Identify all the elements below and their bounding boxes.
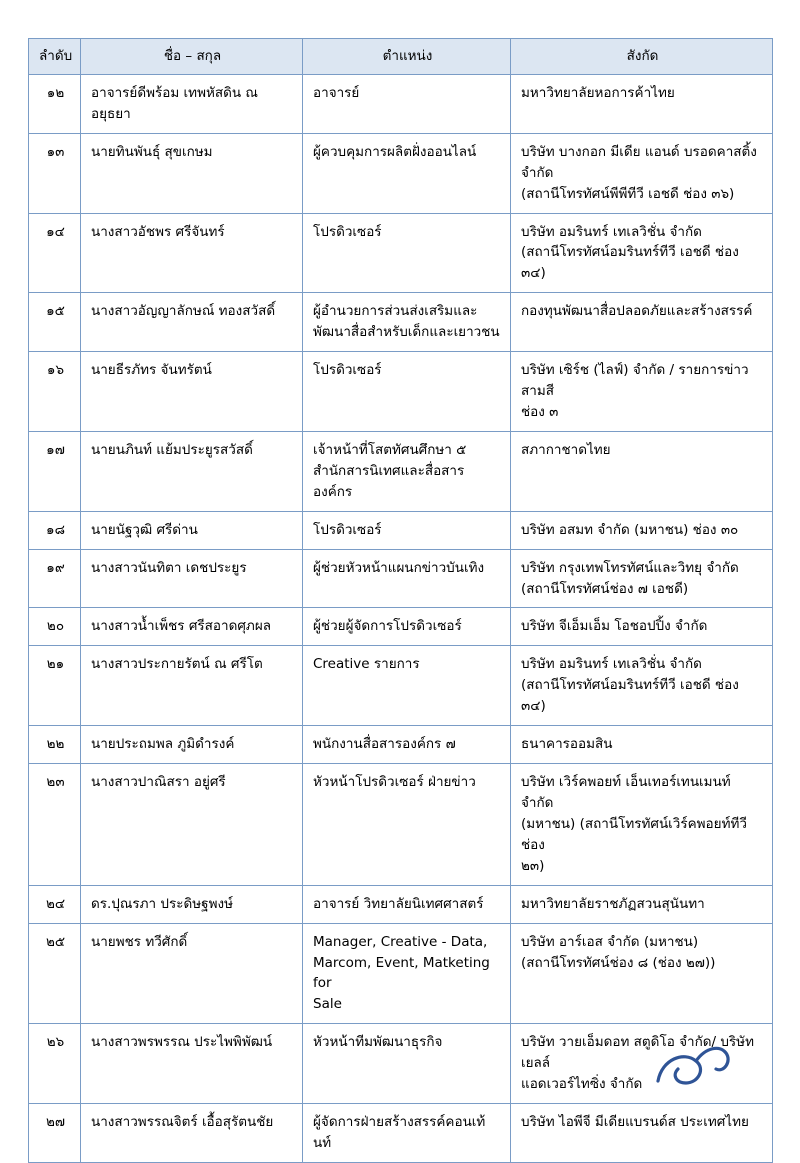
table-row <box>29 608 773 646</box>
cell-organization-line: บริษัท บางกอก มีเดีย แอนด์ บรอดคาสติ้ง จำกัด <box>521 143 757 181</box>
cell-no: ๒๔ <box>29 885 81 923</box>
cell-position-line: ผู้ควบคุมการผลิตฝั่งออนไลน์ <box>313 143 477 160</box>
table-row <box>29 74 773 133</box>
column-header-no: ลำดับ <box>29 39 81 75</box>
cell-organization <box>511 549 773 608</box>
cell-organization-line: (สถานีโทรทัศน์พีพีทีวี เอชดี ช่อง ๓๖) <box>521 185 735 202</box>
table-row <box>29 133 773 213</box>
cell-name-line: นางสาวน้ำเพ็ชร ศรีสอาดศุภผล <box>91 618 271 635</box>
cell-organization-line: มหาวิทยาลัยราชภัฏสวนสุนันทา <box>521 895 705 912</box>
cell-position-line: Manager, Creative - Data, <box>313 933 488 950</box>
cell-organization <box>511 608 773 646</box>
cell-position <box>303 133 511 213</box>
cell-organization <box>511 923 773 1024</box>
cell-position-line: พนักงานสื่อสารองค์กร ๗ <box>313 736 456 753</box>
cell-organization-line: ธนาคารออมสิน <box>521 736 613 753</box>
table-row <box>29 293 773 352</box>
cell-position-line: พัฒนาสื่อสำหรับเด็กและเยาวชน <box>313 324 500 341</box>
cell-position-line: หัวหน้าทีมพัฒนาธุรกิจ <box>313 1034 443 1051</box>
cell-organization-line: (สถานีโทรทัศน์อมรินทร์ทีวี เอชดี ช่อง ๓๔) <box>521 677 739 715</box>
cell-name-line: นายทินพันธุ์ สุขเกษม <box>91 143 213 160</box>
cell-name-line: นางสาวปาณิสรา อยู่ศรี <box>91 774 226 791</box>
table-body <box>29 74 773 1162</box>
cell-name <box>81 923 303 1024</box>
cell-organization-line: บริษัท กรุงเทพโทรทัศน์และวิทยุ จำกัด <box>521 559 739 576</box>
cell-position-line: หัวหน้าโปรดิวเซอร์ ฝ่ายข่าว <box>313 774 476 791</box>
cell-organization <box>511 1104 773 1163</box>
cell-organization-line: บริษัท วายเอ็มดอท สตูดิโอ จำกัด/ บริษัท เยลล์ <box>521 1034 754 1072</box>
cell-name <box>81 352 303 432</box>
table-row <box>29 885 773 923</box>
cell-organization-line: ช่อง ๓ <box>521 403 559 420</box>
cell-no: ๑๗ <box>29 431 81 511</box>
cell-organization <box>511 726 773 764</box>
cell-no: ๑๖ <box>29 352 81 432</box>
table-row <box>29 1024 773 1104</box>
cell-name-line: นางสาวอัชพร ศรีจันทร์ <box>91 223 225 240</box>
cell-position <box>303 885 511 923</box>
cell-organization-line: (มหาชน) (สถานีโทรทัศน์เวิร์คพอยท์ทีวี ช่อง <box>521 815 747 853</box>
cell-position-line: ผู้จัดการฝ่ายสร้างสรรค์คอนเท้นท์ <box>313 1114 486 1151</box>
cell-position <box>303 764 511 886</box>
column-header-position: ตำแหน่ง <box>303 39 511 75</box>
cell-organization <box>511 885 773 923</box>
column-header-name: ชื่อ – สกุล <box>81 39 303 75</box>
cell-position <box>303 608 511 646</box>
table-row <box>29 511 773 549</box>
cell-no: ๑๙ <box>29 549 81 608</box>
cell-organization <box>511 646 773 726</box>
cell-organization-line: บริษัท อาร์เอส จำกัด (มหาชน) <box>521 933 699 950</box>
cell-name <box>81 133 303 213</box>
cell-position-line: อาจารย์ วิทยาลัยนิเทศศาสตร์ <box>313 895 484 912</box>
cell-name-line: ดร.ปุณรภา ประดิษฐพงษ์ <box>91 895 234 912</box>
cell-position <box>303 213 511 293</box>
cell-organization-line: บริษัท อมรินทร์ เทเลวิชั่น จำกัด <box>521 656 702 673</box>
table-row <box>29 431 773 511</box>
cell-no: ๑๕ <box>29 293 81 352</box>
cell-position <box>303 726 511 764</box>
table-header <box>29 39 773 75</box>
cell-position-line: อาจารย์ <box>313 84 360 101</box>
cell-name-line: นายประถมพล ภูมิดำรงค์ <box>91 736 235 753</box>
cell-name-line: อาจารย์ดีพร้อม เทพหัสดิน ณ อยุธยา <box>91 84 258 122</box>
cell-position-line: เจ้าหน้าที่โสตทัศนศึกษา ๕ <box>313 441 467 458</box>
cell-position-line: โปรดิวเซอร์ <box>313 223 382 240</box>
cell-organization-line: แอดเวอร์ไทซิ่ง จำกัด <box>521 1076 643 1093</box>
cell-organization-line: (สถานีโทรทัศน์อมรินทร์ทีวี เอชดี ช่อง ๓๔) <box>521 244 739 282</box>
cell-no: ๒๒ <box>29 726 81 764</box>
cell-name <box>81 549 303 608</box>
cell-organization-line: กองทุนพัฒนาสื่อปลอดภัยและสร้างสรรค์ <box>521 303 753 320</box>
cell-organization-line: บริษัท จีเอ็มเอ็ม โอชอปปิ้ง จำกัด <box>521 618 708 635</box>
table-header-row <box>29 39 773 75</box>
cell-no: ๒๖ <box>29 1024 81 1104</box>
cell-position <box>303 74 511 133</box>
cell-organization-line: ๒๓) <box>521 857 545 874</box>
cell-name <box>81 646 303 726</box>
cell-no: ๑๔ <box>29 213 81 293</box>
cell-position <box>303 549 511 608</box>
cell-name-line: นางสาวประกายรัตน์ ณ ศรีโต <box>91 656 263 673</box>
cell-name <box>81 764 303 886</box>
cell-name-line: นายธีรภัทร จันทรัตน์ <box>91 362 212 379</box>
cell-name <box>81 1104 303 1163</box>
cell-position-line: Marcom, Event, Matketing for <box>313 954 490 992</box>
cell-organization-line: มหาวิทยาลัยหอการค้าไทย <box>521 84 675 101</box>
cell-position-line: โปรดิวเซอร์ <box>313 362 382 379</box>
cell-position <box>303 293 511 352</box>
cell-name <box>81 885 303 923</box>
table-row <box>29 764 773 886</box>
cell-name-line: นางสาวพรรณจิตร์ เอื้อสุรัตนชัย <box>91 1114 274 1131</box>
cell-position-line: ผู้อำนวยการส่วนส่งเสริมและ <box>313 303 478 320</box>
cell-position-line: โปรดิวเซอร์ <box>313 521 382 538</box>
cell-position <box>303 646 511 726</box>
cell-position-line: Sale <box>313 996 342 1013</box>
cell-name-line: นายพชร ทวีศักดิ์ <box>91 933 188 950</box>
cell-organization <box>511 293 773 352</box>
cell-position <box>303 511 511 549</box>
cell-name <box>81 608 303 646</box>
cell-no: ๑๓ <box>29 133 81 213</box>
cell-position <box>303 923 511 1024</box>
cell-name-line: นายนภินท์ แย้มประยูรสวัสดิ์ <box>91 441 253 458</box>
cell-name <box>81 293 303 352</box>
cell-name <box>81 1024 303 1104</box>
cell-organization <box>511 431 773 511</box>
table-row <box>29 352 773 432</box>
cell-position <box>303 431 511 511</box>
cell-position-line: Creative รายการ <box>313 656 420 673</box>
cell-organization-line: (สถานีโทรทัศน์ช่อง ๗ เอชดี) <box>521 580 689 597</box>
cell-name <box>81 431 303 511</box>
cell-no: ๒๐ <box>29 608 81 646</box>
cell-name-line: นายนัฐวุฒิ ศรีด่าน <box>91 521 198 538</box>
table-row <box>29 549 773 608</box>
cell-name-line: นางสาวนันทิตา เดชประยูร <box>91 559 247 576</box>
cell-organization-line: บริษัท เวิร์คพอยท์ เอ็นเทอร์เทนเมนท์ จำกัด <box>521 774 731 811</box>
cell-no: ๒๗ <box>29 1104 81 1163</box>
cell-organization-line: บริษัท เซิร์ช (ไลฟ์) จำกัด / รายการข่าวสามสี <box>521 362 749 400</box>
table-row <box>29 726 773 764</box>
cell-organization <box>511 213 773 293</box>
cell-position-line: สำนักสารนิเทศและสื่อสารองค์กร <box>313 462 465 500</box>
cell-organization-line: สภากาชาดไทย <box>521 441 611 458</box>
cell-organization-line: (สถานีโทรทัศน์ช่อง ๘ (ช่อง ๒๗)) <box>521 954 716 971</box>
cell-organization-line: บริษัท อสมท จำกัด (มหาชน) ช่อง ๓๐ <box>521 521 739 538</box>
cell-name <box>81 726 303 764</box>
cell-no: ๒๑ <box>29 646 81 726</box>
cell-name-line: นางสาวพรพรรณ ประไพพิพัฒน์ <box>91 1034 273 1051</box>
table-row <box>29 923 773 1024</box>
cell-position <box>303 352 511 432</box>
cell-name-line: นางสาวอัญญาลักษณ์ ทองสวัสดิ์ <box>91 303 276 320</box>
cell-organization <box>511 133 773 213</box>
cell-organization <box>511 511 773 549</box>
cell-no: ๒๓ <box>29 764 81 886</box>
cell-no: ๑๘ <box>29 511 81 549</box>
cell-position-line: ผู้ช่วยผู้จัดการโปรดิวเซอร์ <box>313 618 462 635</box>
cell-no: ๑๒ <box>29 74 81 133</box>
cell-name <box>81 213 303 293</box>
cell-name <box>81 511 303 549</box>
table-row <box>29 213 773 293</box>
cell-position <box>303 1024 511 1104</box>
cell-organization <box>511 74 773 133</box>
cell-organization-line: บริษัท อมรินทร์ เทเลวิชั่น จำกัด <box>521 223 702 240</box>
table-row <box>29 1104 773 1163</box>
cell-organization <box>511 764 773 886</box>
cell-organization <box>511 352 773 432</box>
cell-position <box>303 1104 511 1163</box>
cell-name <box>81 74 303 133</box>
cell-organization-line: บริษัท ไอพีจี มีเดียแบรนด์ส ประเทศไทย <box>521 1114 749 1131</box>
cell-no: ๒๕ <box>29 923 81 1024</box>
table-row <box>29 646 773 726</box>
participant-roster-table <box>28 38 773 1163</box>
cell-organization <box>511 1024 773 1104</box>
cell-position-line: ผู้ช่วยหัวหน้าแผนกข่าวบันเทิง <box>313 559 485 576</box>
column-header-organization: สังกัด <box>511 39 773 75</box>
